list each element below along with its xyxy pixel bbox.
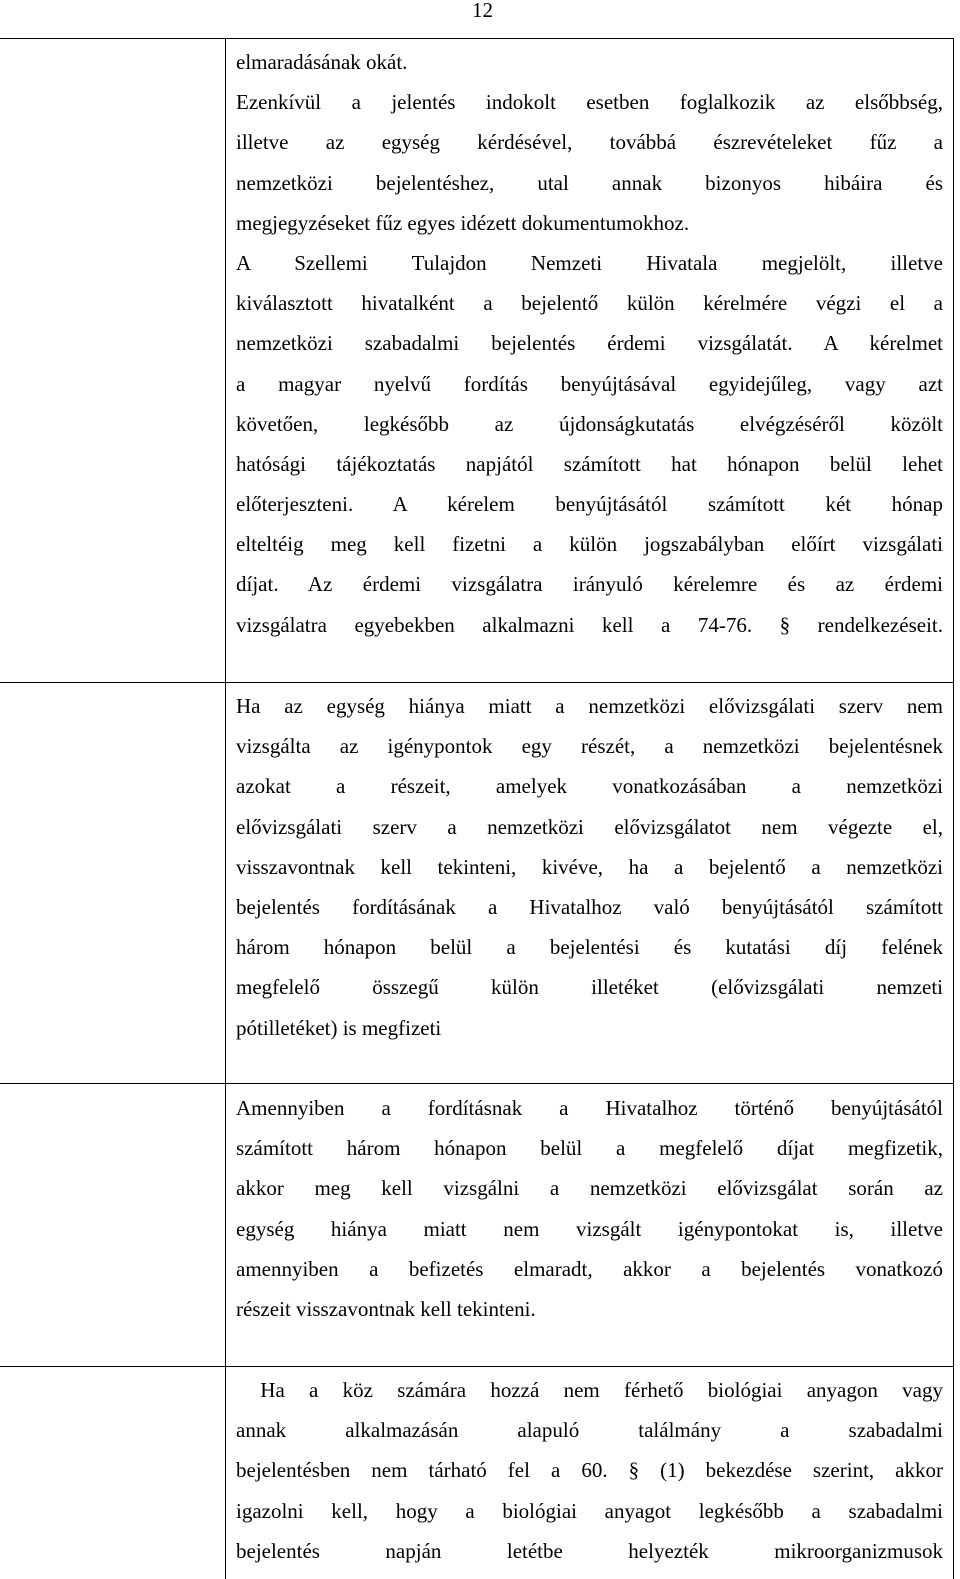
text-line: Amennyiben a fordításnak a Hivatalhoz történő benyújtásától bbox=[236, 1096, 943, 1120]
text-line: részeit visszavontnak kell tekinteni. bbox=[236, 1296, 536, 1321]
text-line: hatósági tájékoztatás napjától számított hat hónapon belül lehet bbox=[236, 451, 943, 476]
text-line: előterjeszteni. A kérelem benyújtásától számított két hónap bbox=[236, 492, 943, 517]
text-line: nemzetközi szabadalmi bejelentés érdemi vizsgálatát. A kérelmet bbox=[236, 331, 943, 356]
column-divider bbox=[225, 39, 226, 1579]
text-line: pótilletéket) is megfizeti bbox=[236, 1015, 442, 1040]
text-line: nemzetközi bejelentéshez, utal annak bizonyos hibáira és bbox=[236, 170, 943, 195]
text-line: bejelentés napján letétbe helyezték mikroorganizmusok bbox=[236, 1538, 943, 1563]
text-line: Ha a köz számára hozzá nem férhető biológiai anyagon vagy bbox=[236, 1378, 943, 1402]
table-cell-row-2 bbox=[236, 686, 943, 1048]
text-line: bejelentés fordításának a Hivatalhoz való benyújtásától számított bbox=[236, 894, 943, 919]
text-line: elteltéig meg kell fizetni a külön jogszabályban előírt vizsgálati bbox=[236, 532, 943, 557]
text-line: akkor meg kell vizsgálni a nemzetközi elővizsgálat során az bbox=[236, 1176, 943, 1201]
row-divider bbox=[0, 682, 953, 683]
table-cell-row-1 bbox=[236, 42, 943, 645]
text-line: azokat a részeit, amelyek vonatkozásában a nemzetközi bbox=[236, 774, 943, 799]
text-line: Ha az egység hiánya miatt a nemzetközi elővizsgálati szerv nem bbox=[236, 694, 943, 718]
text-line: három hónapon belül a bejelentési és kutatási díj felének bbox=[236, 935, 943, 960]
table-cell-row-4 bbox=[236, 1370, 943, 1571]
text-line: annak alkalmazásán alapuló találmány a szabadalmi bbox=[236, 1418, 943, 1443]
text-line: a magyar nyelvű fordítás benyújtásával egyidejűleg, vagy azt bbox=[236, 371, 943, 396]
text-line: egység hiánya miatt nem vizsgált igénypontokat is, illetve bbox=[236, 1216, 943, 1241]
table-cell-row-3 bbox=[236, 1088, 943, 1329]
text-line: számított három hónapon belül a megfelelő díjat megfizetik, bbox=[236, 1136, 943, 1161]
text-line: amennyiben a befizetés elmaradt, akkor a bejelentés vonatkozó bbox=[236, 1256, 943, 1281]
text-line: vizsgálta az igénypontok egy részét, a nemzetközi bejelentésnek bbox=[236, 734, 943, 759]
text-line: Ezenkívül a jelentés indokolt esetben foglalkozik az elsőbbség, bbox=[236, 90, 943, 115]
text-line: követően, legkésőbb az újdonságkutatás elvégzéséről közölt bbox=[236, 411, 943, 436]
row-divider bbox=[0, 1083, 953, 1084]
row-divider bbox=[0, 1366, 953, 1367]
page-number: 12 bbox=[472, 0, 493, 22]
text-line: kiválasztott hivatalként a bejelentő külön kérelmére végzi el a bbox=[236, 291, 943, 316]
text-line: vizsgálatra egyebekben alkalmazni kell a 74-76. § rendelkezéseit. bbox=[236, 612, 943, 637]
text-line: illetve az egység kérdésével, továbbá észrevételeket fűz a bbox=[236, 130, 943, 155]
text-line: díjat. Az érdemi vizsgálatra irányuló kérelemre és az érdemi bbox=[236, 572, 943, 597]
text-line: megfelelő összegű külön illetéket (elővizsgálati nemzeti bbox=[236, 975, 943, 1000]
text-line: bejelentésben nem tárható fel a 60. § (1) bekezdése szerint, akkor bbox=[236, 1458, 943, 1483]
text-line: visszavontnak kell tekinteni, kivéve, ha a bejelentő a nemzetközi bbox=[236, 854, 943, 879]
text-line: elővizsgálati szerv a nemzetközi elővizsgálatot nem végezte el, bbox=[236, 814, 943, 839]
text-line: elmaradásának okát. bbox=[236, 50, 408, 74]
text-line: igazolni kell, hogy a biológiai anyagot legkésőbb a szabadalmi bbox=[236, 1498, 943, 1523]
text-line: megjegyzéseket fűz egyes idézett dokumentumokhoz. bbox=[236, 210, 690, 235]
text-line: A Szellemi Tulajdon Nemzeti Hivatala megjelölt, illetve bbox=[236, 250, 943, 275]
